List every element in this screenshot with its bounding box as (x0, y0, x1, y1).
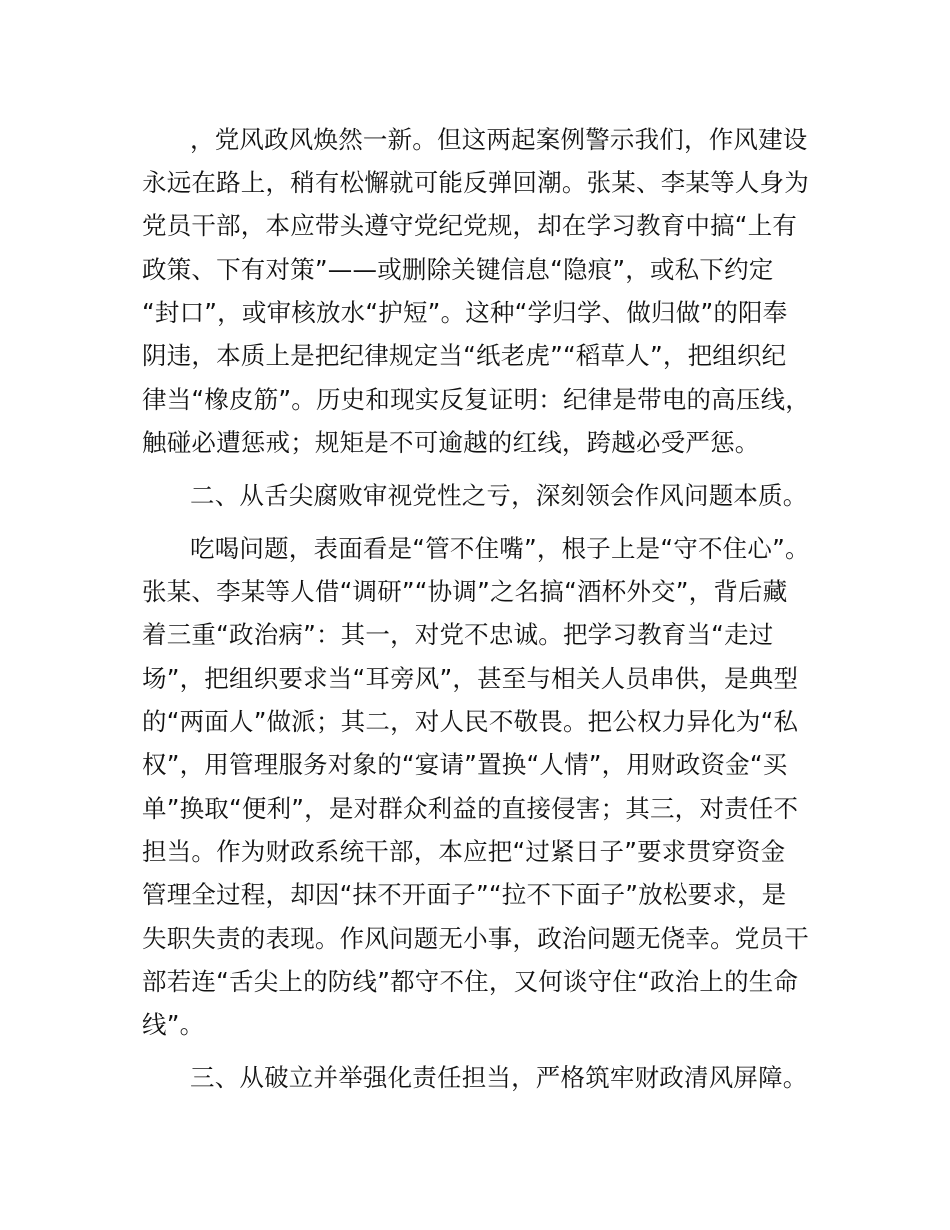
paragraph-line: 担当。作为财政系统干部，本应把“过紧日子”要求贯穿资金 (142, 837, 786, 866)
paragraph-line: 场”，把组织要求当“耳旁风”，甚至与相关人员串供，是典型 (142, 664, 799, 693)
paragraph-line: 的“两面人”做派；其二，对人民不敬畏。把公权力异化为“私 (142, 707, 799, 736)
paragraph-line: 单”换取“便利”，是对群众利益的直接侵害；其三，对责任不 (142, 794, 799, 823)
section-heading: 二、从舌尖腐败审视党性之亏，深刻领会作风问题本质。 (190, 481, 808, 510)
paragraph-line: 律当“橡皮筋”。历史和现实反复证明：纪律是带电的高压线， (142, 385, 810, 414)
paragraph-line: 吃喝问题，表面看是“管不住嘴”，根子上是“守不住心”。 (190, 534, 810, 563)
section-heading: 三、从破立并举强化责任担当，严格筑牢财政清风屏障。 (190, 1063, 808, 1092)
paragraph-line: 管理全过程，却因“抹不开面子”“拉不下面子”放松要求，是 (142, 880, 787, 909)
paragraph-line: “封口”，或审核放水“护短”。这种“学归学、做归做”的阳奉 (142, 298, 788, 327)
paragraph-line: 永远在路上，稍有松懈就可能反弹回潮。张某、李某等人身为 (142, 168, 809, 197)
paragraph-line: 阴违，本质上是把纪律规定当“纸老虎”“稻草人”，把组织纪 (142, 341, 787, 370)
paragraph-line: 党员干部，本应带头遵守党纪党规，却在学习教育中搞“上有 (142, 211, 798, 240)
paragraph-line: 部若连“舌尖上的防线”都守不住，又何谈守住“政治上的生命 (142, 967, 799, 996)
paragraph-line: 权”，用管理服务对象的“宴请”置换“人情”，用财政资金“买 (142, 750, 788, 779)
paragraph-line: 线”。 (142, 1010, 205, 1039)
paragraph-line: 触碰必遭惩戒；规矩是不可逾越的红线，跨越必受严惩。 (142, 428, 760, 457)
paragraph-line: ，党风政风焕然一新。但这两起案例警示我们，作风建设 (190, 125, 808, 154)
paragraph-line: 失职失责的表现。作风问题无小事，政治问题无侥幸。党员干 (142, 924, 809, 953)
paragraph-line: 政策、下有对策”——或删除关键信息“隐痕”，或私下约定 (142, 255, 774, 284)
paragraph-line: 着三重“政治病”：其一，对党不忠诚。把学习教育当“走过 (142, 620, 774, 649)
paragraph-line: 张某、李某等人借“调研”“协调”之名搞“酒杯外交”，背后藏 (142, 577, 788, 606)
